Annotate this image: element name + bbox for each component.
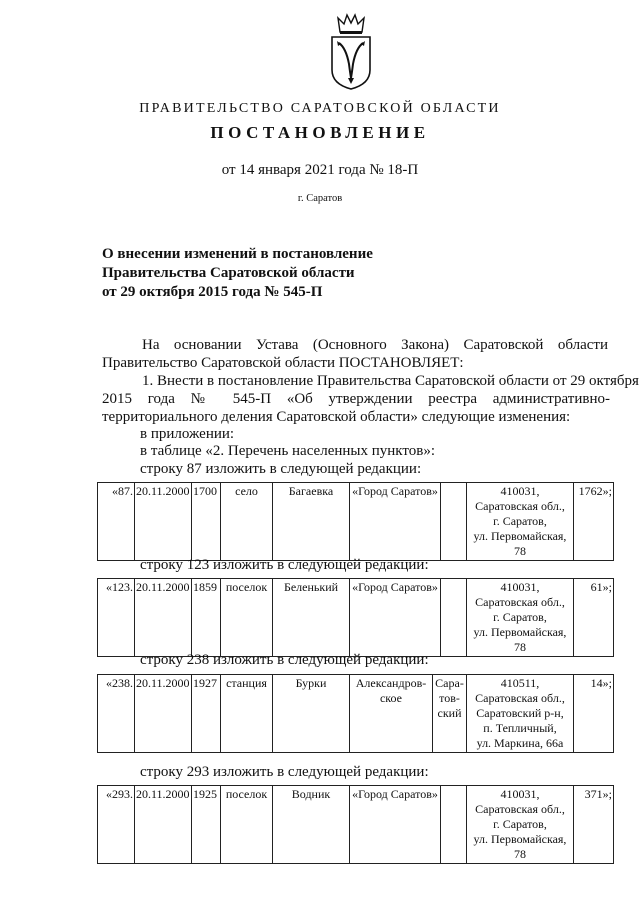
table-row-123: [97, 578, 614, 657]
row-settlement-name: Багаевка: [273, 483, 350, 561]
item1-text: 2015 года № 545-П «Об утверждении реестра административно-территориального деления Саратовской области» следующие изменения:: [102, 391, 610, 425]
row-87-intro: строку 87 изложить в следующей редакции:: [140, 461, 422, 477]
row-settlement-name: Бурки: [273, 675, 350, 753]
table-row-87: [97, 482, 614, 561]
row-settlement-type: село: [221, 483, 273, 561]
row-settlement-type: поселок: [221, 786, 273, 864]
row-code: 1859: [192, 579, 221, 657]
subject-line: О внесении изменений в постановление: [102, 246, 373, 262]
row-extra: [441, 483, 467, 561]
row-last-value: 1762»;: [574, 483, 614, 561]
row-code: 1700: [192, 483, 221, 561]
row-code: 1925: [192, 786, 221, 864]
subject-line: от 29 октября 2015 года № 545-П: [102, 284, 323, 300]
table-row-293: [97, 785, 614, 864]
row-district: «Город Саратов»: [350, 483, 441, 561]
document-type-title: ПОСТАНОВЛЕНИЕ: [210, 123, 430, 142]
row-settlement-type: поселок: [221, 579, 273, 657]
row-last-value: 61»;: [574, 579, 614, 657]
in-table-text: в таблице «2. Перечень населенных пунктов»:: [140, 443, 435, 459]
item1-first-line: 1. Внести в постановление Правительства Саратовской области от 29 октября: [142, 373, 639, 389]
row-extra: [441, 579, 467, 657]
row-code: 1927: [192, 675, 221, 753]
row-settlement-name: Водник: [273, 786, 350, 864]
government-name: ПРАВИТЕЛЬСТВО САРАТОВСКОЙ ОБЛАСТИ: [139, 101, 501, 116]
row-date: 20.11.2000: [135, 786, 192, 864]
row-address: 410031, Саратовская обл., г. Саратов, ул. Первомайская, 78: [467, 786, 574, 864]
row-238-intro: строку 238 изложить в следующей редакции:: [140, 652, 429, 668]
row-address: 410511, Саратовская обл., Саратовский р-н, п. Тепличный, ул. Маркина, 66а: [467, 675, 574, 753]
row-date: 20.11.2000: [135, 483, 192, 561]
row-extra: Сара-тов-ский: [433, 675, 467, 753]
document-subject: [102, 245, 373, 302]
preamble-paragraph: На основании Устава (Основного Закона) Саратовской области Правительство Саратовской области ПОСТАНОВЛЯЕТ:: [102, 337, 608, 371]
row-date: 20.11.2000: [135, 579, 192, 657]
row-date: 20.11.2000: [135, 675, 192, 753]
row-last-value: 14»;: [574, 675, 614, 753]
row-extra: [441, 786, 467, 864]
row-number: «238.: [98, 675, 135, 753]
in-appendix-text: в приложении:: [140, 426, 235, 442]
table-row-238: [97, 674, 614, 753]
row-number: «87.: [98, 483, 135, 561]
row-district: «Город Саратов»: [350, 786, 441, 864]
row-settlement-name: Беленький: [273, 579, 350, 657]
row-number: «293.: [98, 786, 135, 864]
row-settlement-type: станция: [221, 675, 273, 753]
row-district: Александров-ское: [350, 675, 433, 753]
document-city: г. Саратов: [297, 193, 343, 204]
row-address: 410031, Саратовская обл., г. Саратов, ул. Первомайская, 78: [467, 579, 574, 657]
subject-line: Правительства Саратовской области: [102, 265, 355, 281]
row-address: 410031, Саратовская обл., г. Саратов, ул. Первомайская, 78: [467, 483, 574, 561]
row-district: «Город Саратов»: [350, 579, 441, 657]
row-123-intro: строку 123 изложить в следующей редакции:: [140, 557, 429, 573]
row-293-intro: строку 293 изложить в следующей редакции:: [140, 764, 429, 780]
row-last-value: 371»;: [574, 786, 614, 864]
document-date-number: от 14 января 2021 года № 18-П: [221, 162, 419, 178]
row-number: «123.: [98, 579, 135, 657]
coat-of-arms-emblem: [326, 12, 376, 90]
